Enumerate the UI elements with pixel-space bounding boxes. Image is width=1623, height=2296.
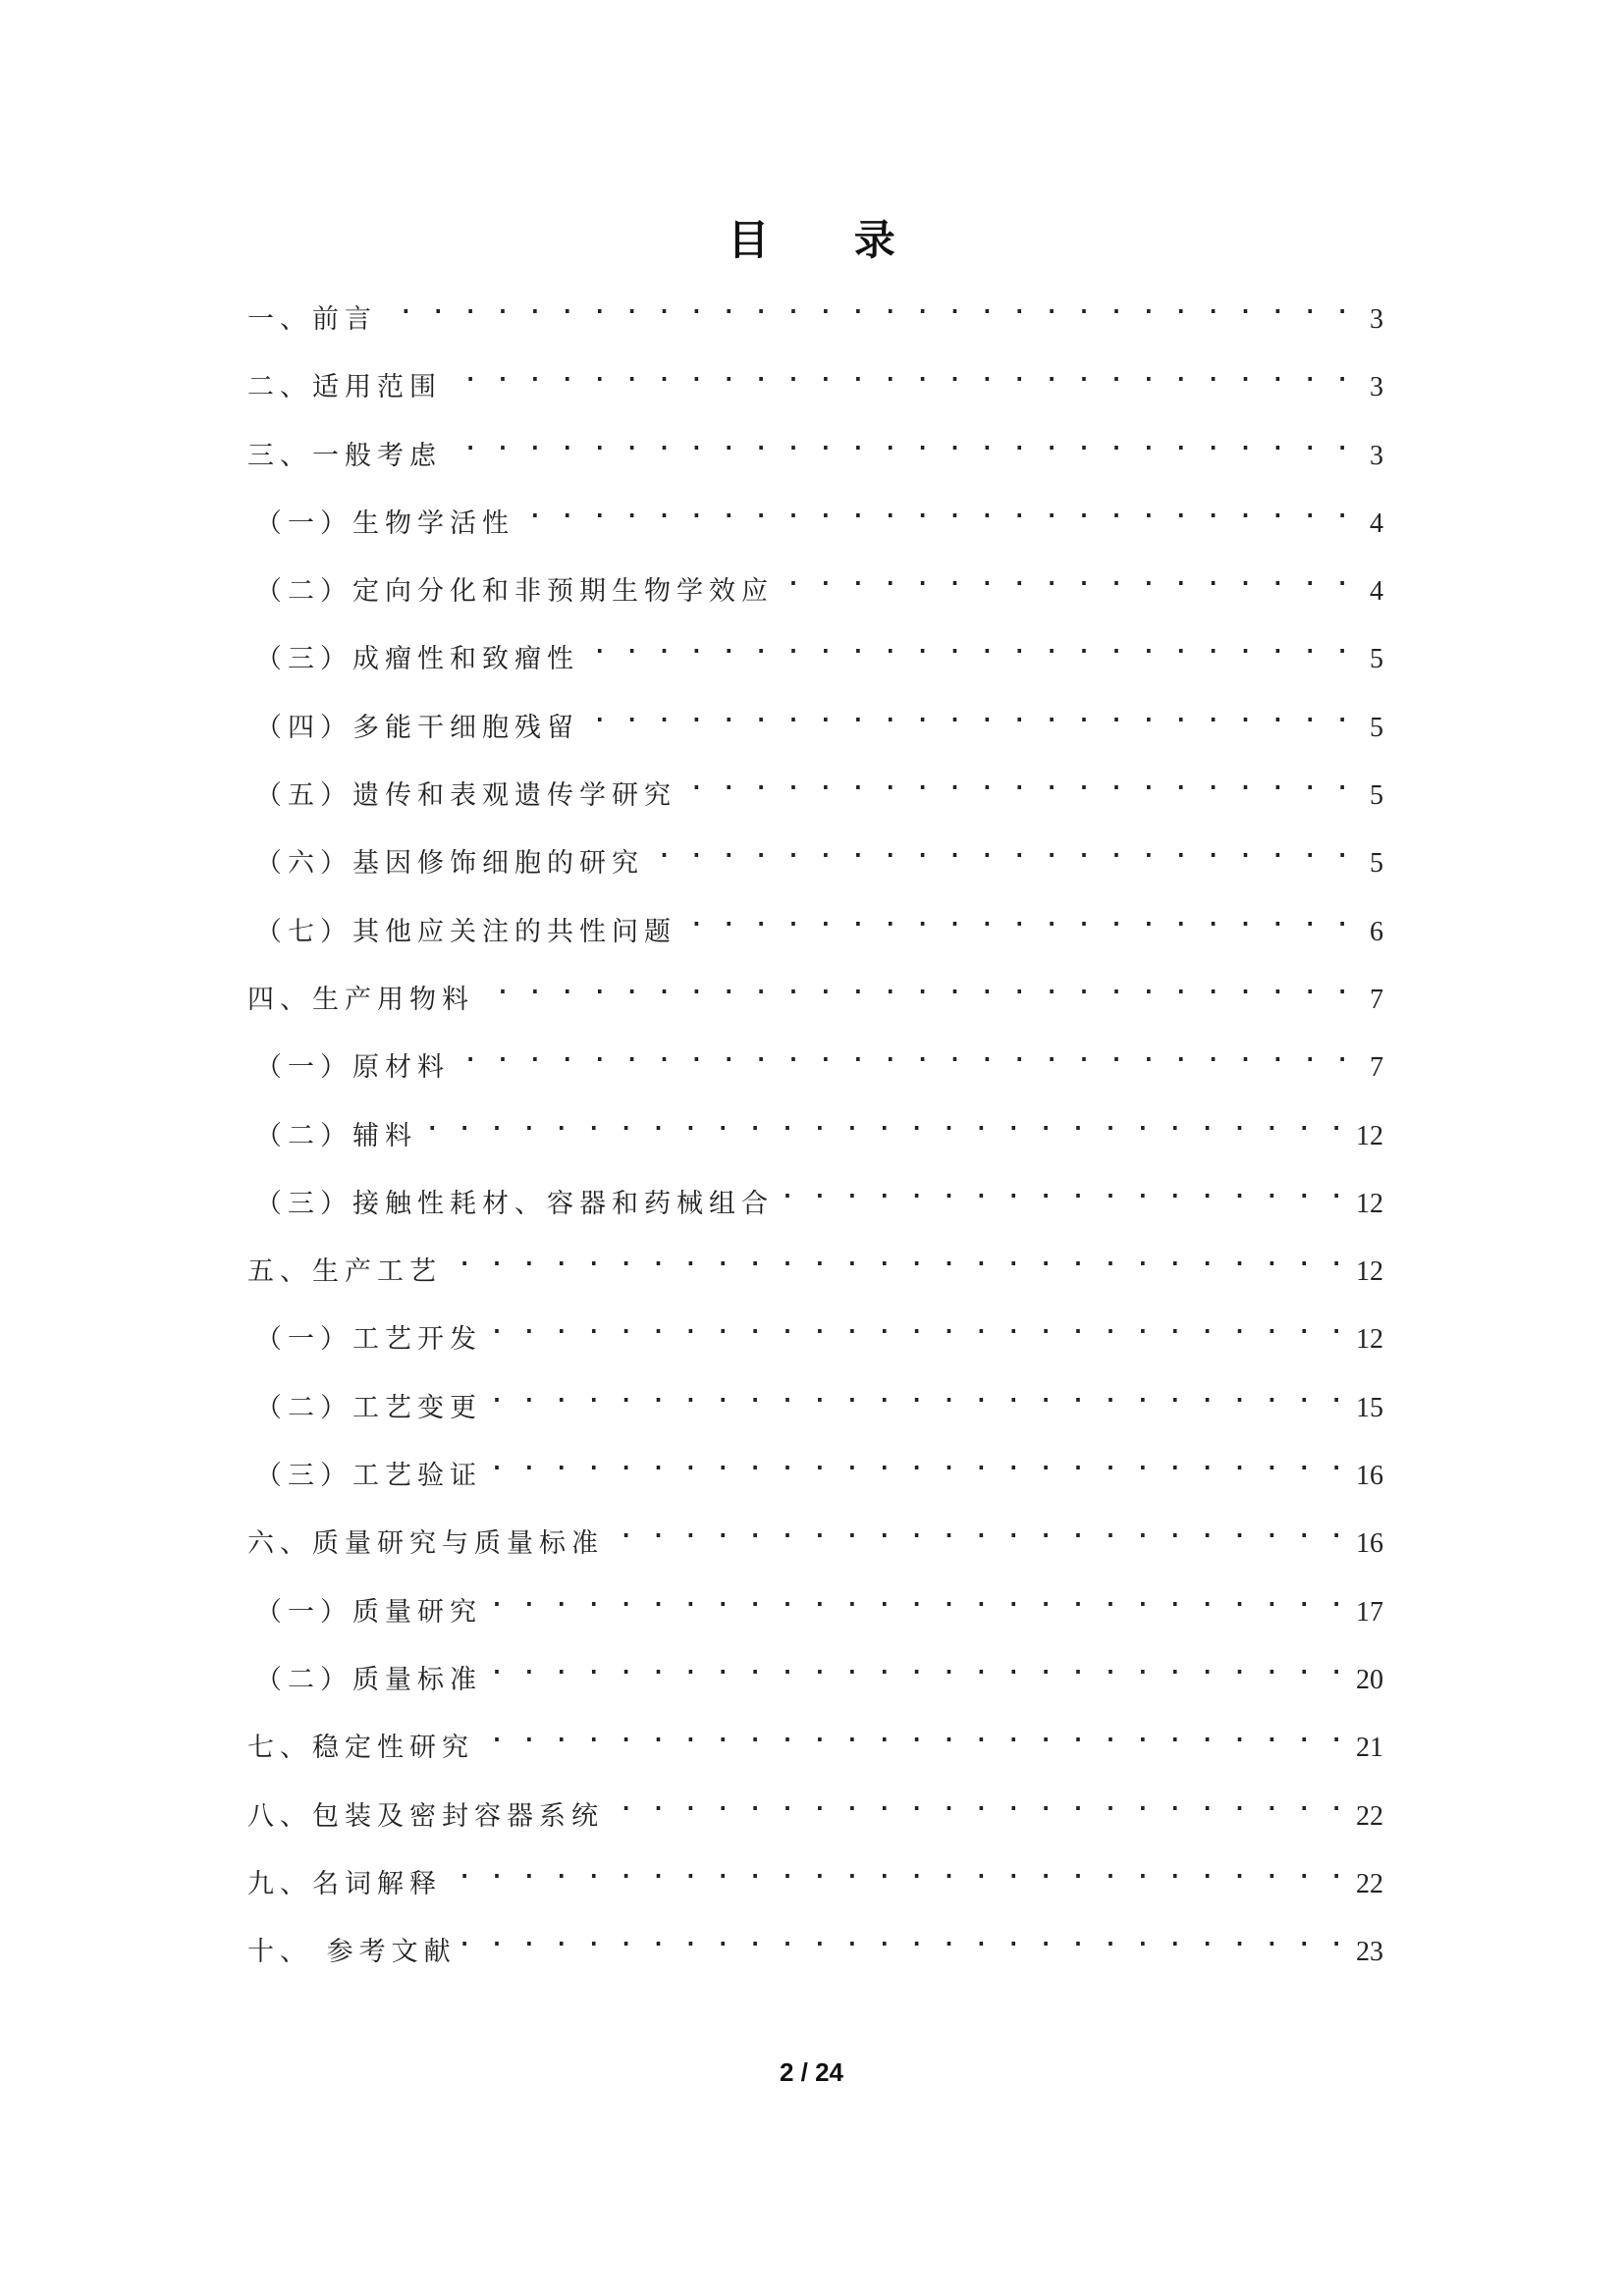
toc-entry-label: （三）工艺验证 [255,1461,482,1492]
toc-entry-label: 四、生产用物料 [247,984,474,1015]
toc-entry[interactable] [247,967,1383,1035]
toc-entry[interactable] [247,491,1383,559]
toc-entry-page: 4 [1370,507,1383,539]
toc-entry-page: 16 [1356,1461,1383,1492]
toc-entry-label: （六）基因修饰细胞的研究 [255,848,644,880]
toc-entry-page: 21 [1356,1733,1383,1764]
dot-leader [680,763,1352,804]
toc-entry[interactable] [247,1171,1383,1239]
dot-leader [778,559,1352,600]
toc-entry-page: 6 [1370,916,1383,947]
toc-entry-label: （一）工艺开发 [255,1324,482,1356]
dot-leader [680,899,1352,940]
toc-entry-label: （二）工艺变更 [255,1392,482,1423]
toc-entry-page: 3 [1370,440,1383,471]
dot-leader [478,1715,1346,1756]
toc-entry[interactable] [247,559,1383,626]
dot-leader [460,1919,1346,1960]
dot-leader [486,1647,1346,1688]
toc-entry-label: 三、一般考虑 [247,440,442,471]
toc-entry[interactable] [247,1851,1383,1919]
toc-entry[interactable] [247,1715,1383,1783]
toc-entry[interactable] [247,354,1383,422]
dot-leader [608,1511,1346,1552]
toc-entry-page: 23 [1356,1937,1383,1968]
dot-leader [518,491,1352,532]
dot-leader [446,1851,1346,1893]
toc-entry[interactable] [247,423,1383,491]
dot-leader [583,695,1352,736]
toc-entry-page: 4 [1370,576,1383,608]
toc-entry-label: （二）辅料 [255,1120,417,1151]
dot-leader [608,1784,1346,1825]
toc-entry-page: 5 [1370,848,1383,880]
dot-leader [478,967,1352,1008]
toc-entry[interactable] [247,1511,1383,1578]
toc-entry-page: 7 [1370,1052,1383,1084]
toc-entry-label: 十、 参考文献 [247,1937,457,1968]
page-title: 目 录 [728,216,931,264]
toc-entry-page: 12 [1356,1256,1383,1288]
toc-entry-label: 七、稳定性研究 [247,1733,474,1764]
dot-leader [648,830,1352,872]
toc-entry[interactable] [247,1239,1383,1307]
toc-entry-page: 3 [1370,372,1383,403]
toc-entry[interactable] [247,1647,1383,1715]
dot-leader [583,626,1352,667]
dot-leader [486,1307,1346,1348]
toc-entry-label: （四）多能干细胞残留 [255,712,579,743]
toc-entry[interactable] [247,1579,1383,1647]
toc-entry-label: 八、包装及密封容器系统 [247,1800,604,1832]
toc-entry-label: 一、前言 [247,304,377,335]
toc-entry[interactable] [247,1375,1383,1443]
toc-entry-label: 五、生产工艺 [247,1256,442,1288]
dot-leader [486,1443,1346,1484]
dot-leader [486,1375,1346,1416]
toc-entry[interactable] [247,1307,1383,1374]
toc-entry-page: 3 [1370,304,1383,335]
toc-entry-page: 12 [1356,1120,1383,1151]
dot-leader [446,354,1352,396]
toc-entry-label: （三）接触性耗材、容器和药械组合 [255,1188,774,1219]
toc-entry-label: （一）质量研究 [255,1596,482,1628]
dot-leader [454,1035,1352,1076]
toc-entry-label: （五）遗传和表观遗传学研究 [255,780,676,812]
toc-entry-label: （二）定向分化和非预期生物学效应 [255,576,774,608]
toc-entry-label: 九、名词解释 [247,1868,442,1899]
toc-entry-page: 5 [1370,712,1383,743]
toc-entry[interactable] [247,763,1383,830]
toc-entry-page: 5 [1370,644,1383,675]
toc-entry-page: 16 [1356,1528,1383,1560]
toc-entry-page: 12 [1356,1324,1383,1356]
toc-entry-page: 22 [1356,1800,1383,1832]
toc-entry-label: 二、适用范围 [247,372,442,403]
toc-entry-label: （二）质量标准 [255,1664,482,1695]
toc-entry-page: 12 [1356,1188,1383,1219]
dot-leader [421,1103,1346,1145]
toc-entry-page: 5 [1370,780,1383,812]
toc-entry[interactable] [247,1103,1383,1171]
table-of-contents [247,287,1383,1987]
toc-entry[interactable] [247,899,1383,967]
toc-entry-page: 7 [1370,984,1383,1015]
toc-entry[interactable] [247,626,1383,694]
toc-entry[interactable] [247,287,1383,354]
toc-entry[interactable] [247,1035,1383,1102]
toc-entry-label: （三）成瘤性和致瘤性 [255,644,579,675]
toc-entry-page: 22 [1356,1868,1383,1899]
toc-entry[interactable] [247,1784,1383,1851]
toc-entry-page: 17 [1356,1596,1383,1628]
dot-leader [486,1579,1346,1621]
toc-entry-page: 20 [1356,1664,1383,1695]
toc-entry-label: （一）生物学活性 [255,507,514,539]
dot-leader [778,1171,1346,1212]
toc-entry[interactable] [247,1919,1383,1987]
toc-entry[interactable] [247,695,1383,763]
toc-entry-label: （七）其他应关注的共性问题 [255,916,676,947]
page-number: 2 / 24 [779,2057,844,2087]
toc-entry-label: （一）原材料 [255,1052,450,1084]
dot-leader [381,287,1352,328]
dot-leader [446,423,1352,464]
toc-entry-label: 六、质量研究与质量标准 [247,1528,604,1560]
toc-entry[interactable] [247,830,1383,898]
toc-entry-page: 15 [1356,1392,1383,1423]
dot-leader [446,1239,1346,1280]
toc-entry[interactable] [247,1443,1383,1511]
